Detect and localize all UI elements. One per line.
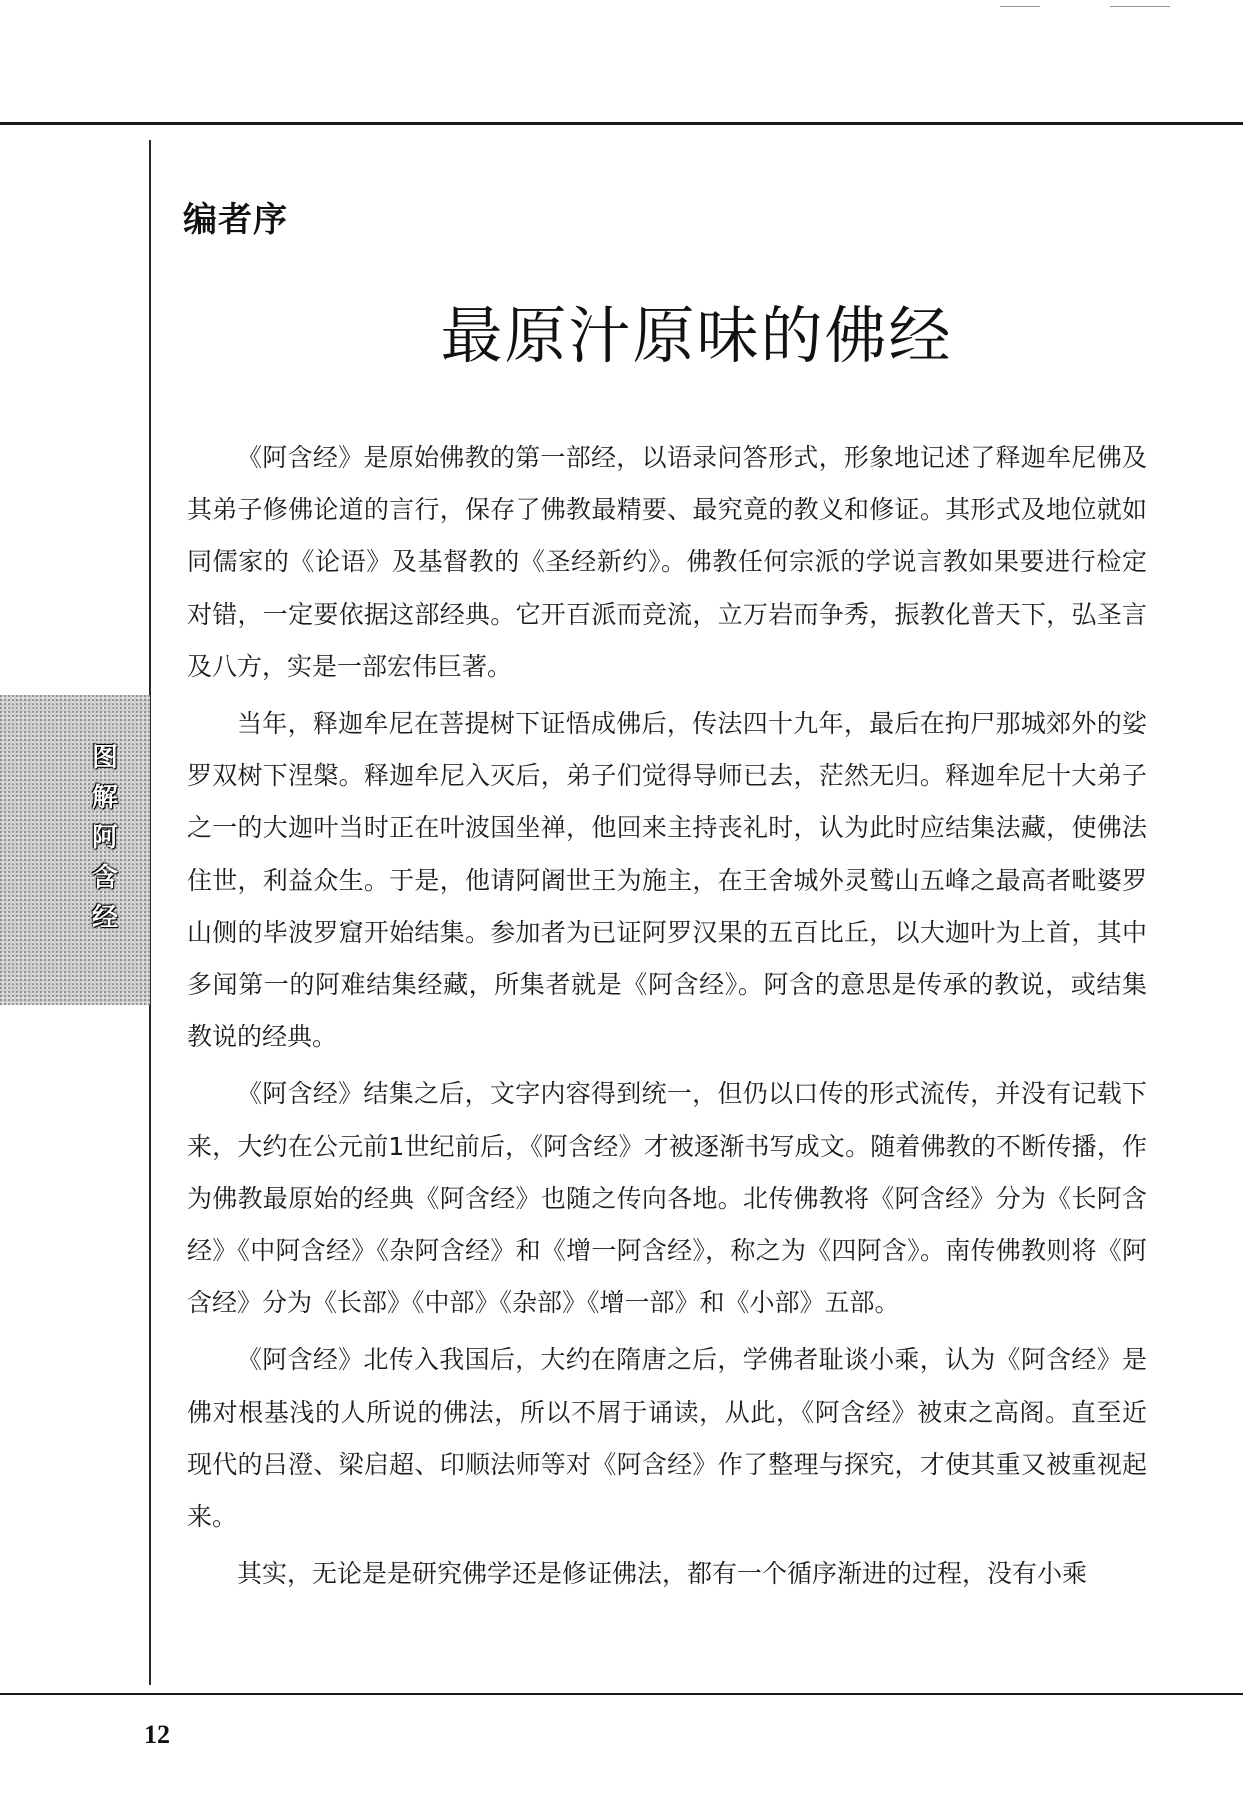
paragraph: 《阿含经》是原始佛教的第一部经，以语录问答形式，形象地记述了释迦牟尼佛及其弟子修佛论道的言行，保存了佛教最精要、最究竟的教义和修证。其形式及地位就如同儒家的《论语》及基督教的《圣经新约》。佛教任何宗派的学说言教如果要进行检定对错，一定要依据这部经典。它开百派而竞流，立万岩而争秀，振教化普天下，弘圣言及八方，实是一部宏伟巨著。 xyxy=(187,443,1147,681)
side-tab-background xyxy=(0,695,150,1005)
paragraph: 《阿含经》北传入我国后，大约在隋唐之后，学佛者耻谈小乘，认为《阿含经》是佛对根基浅的人所说的佛法，所以不屑于诵读，从此，《阿含经》被束之高阁。直至近现代的吕澄、梁启超、印顺法师等对《阿含经》作了整理与探究，才使其重又被重视起来。 xyxy=(187,1345,1147,1532)
paragraph: 其实，无论是是研究佛学还是修证佛法，都有一个循序渐进的过程，没有小乘 xyxy=(237,1559,1088,1589)
section-label: 编者序 xyxy=(183,200,288,240)
top-rule xyxy=(0,122,1243,125)
side-tab-char: 阿 xyxy=(91,823,118,853)
scan-artifact xyxy=(1000,6,1040,7)
body-text xyxy=(187,432,1147,1605)
paragraph: 当年，释迦牟尼在菩提树下证悟成佛后，传法四十九年，最后在拘尸那城郊外的娑罗双树下涅槃。释迦牟尼入灭后，弟子们觉得导师已去，茫然无归。释迦牟尼十大弟子之一的大迦叶当时正在叶波国坐禅，他回来主持丧礼时，认为此时应结集法藏，使佛法住世，利益众生。于是，他请阿阇世王为施主，在王舍城外灵鹫山五峰之最高者毗婆罗山侧的毕波罗窟开始结集。参加者为已证阿罗汉果的五百比丘，以大迦叶为上首，其中多闻第一的阿难结集经藏，所集者就是《阿含经》。阿含的意思是传承的教说，或结集教说的经典。 xyxy=(187,709,1147,1052)
side-tab-title xyxy=(88,738,122,938)
side-tab-char: 含 xyxy=(91,863,118,893)
page-number: 12 xyxy=(144,1720,170,1749)
side-tab-char: 图 xyxy=(91,743,118,773)
bottom-rule xyxy=(0,1693,1243,1695)
paragraph: 《阿含经》结集之后，文字内容得到统一，但仍以口传的形式流传，并没有记载下来，大约在公元前1世纪前后，《阿含经》才被逐渐书写成文。随着佛教的不断传播，作为佛教最原始的经典《阿含经》也随之传向各地。北传佛教将《阿含经》分为《长阿含经》《中阿含经》《杂阿含经》和《增一阿含经》，称之为《四阿含》。南传佛教则将《阿含经》分为《长部》《中部》《杂部》《增一部》和《小部》五部。 xyxy=(187,1079,1147,1318)
page-title: 最原汁原味的佛经 xyxy=(440,299,953,372)
side-tab-char: 经 xyxy=(91,903,118,933)
side-tab-char: 解 xyxy=(91,783,118,813)
scan-artifact xyxy=(1110,6,1170,7)
